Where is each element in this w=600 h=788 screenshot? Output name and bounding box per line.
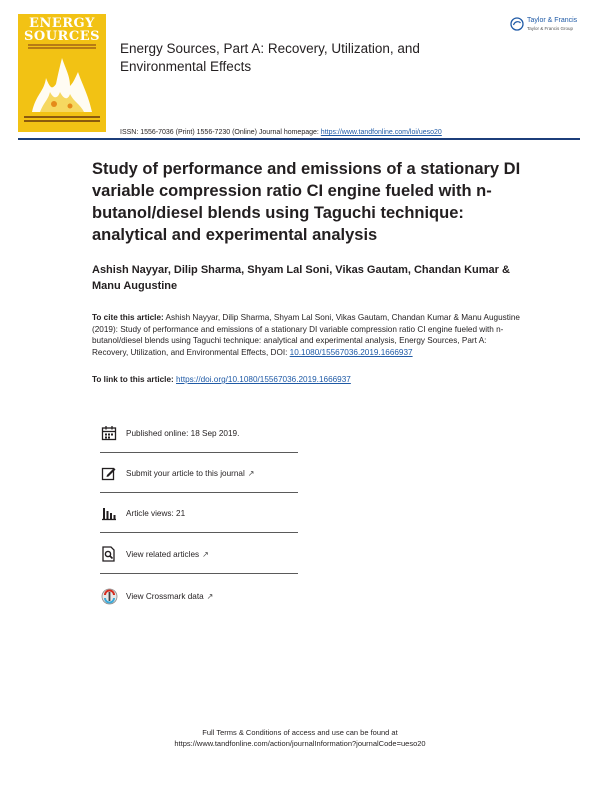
cover-title-line1: ENERGY (29, 16, 95, 31)
journal-name: Energy Sources, Part A: Recovery, Utilization, and Environmental Effects (120, 41, 420, 74)
published-row (100, 424, 298, 453)
external-link-icon: ↗ (202, 549, 209, 559)
article-views-row (100, 504, 298, 533)
citation-doi-link[interactable]: 10.1080/15567036.2019.1666937 (289, 347, 413, 357)
article-link-line (92, 375, 351, 384)
crossmark-icon (100, 587, 118, 605)
edit-icon (100, 464, 118, 482)
terms-footer-line1: Full Terms & Conditions of access and use can be found at (202, 728, 398, 737)
article-authors: Ashish Nayyar, Dilip Sharma, Shyam Lal Soni, Vikas Gautam, Chandan Kumar & Manu Augustine (92, 264, 510, 292)
citation-text: Ashish Nayyar, Dilip Sharma, Shyam Lal Soni, Vikas Gautam, Chandan Kumar & Manu Augustine (2019): Study of performance and emissions of a stationary DI variable compression ratio CI engine fueled with n-butanol/diesel blends using Taguchi technique: analytical and experimental analysis, Energy Sources, Part A: Recovery, Utilization, and Environmental Effects, DOI: (92, 313, 520, 357)
calendar-icon (100, 424, 118, 442)
publisher-tagline: Taylor & Francis Group (527, 26, 574, 31)
cover-title-line2: SOURCES (24, 29, 100, 44)
publisher-logo[interactable] (510, 17, 577, 33)
publisher-name: Taylor & Francis (527, 17, 578, 24)
journal-cover (18, 14, 106, 132)
publisher-logo-icon (510, 17, 524, 31)
cover-flame-art (26, 54, 98, 116)
article-title: Study of performance and emissions of a stationary DI variable compression ratio CI engine fueled with n-butanol/diesel blends using Taguchi technique: analytical and experimental analysis (92, 160, 521, 244)
cover-subtitle-lines (28, 44, 96, 50)
related-articles-row[interactable] (100, 545, 298, 574)
issn-text: ISSN: 1556-7036 (Print) 1556-7230 (Online) Journal homepage: (120, 129, 321, 136)
header-divider (18, 138, 580, 140)
related-articles-link[interactable]: View related articles (126, 549, 200, 559)
search-document-icon (100, 545, 118, 563)
terms-footer (0, 727, 600, 749)
issn-line (120, 129, 442, 136)
citation-label: To cite this article: (92, 313, 164, 322)
article-views-count: Article views: 21 (126, 508, 186, 518)
external-link-icon: ↗ (247, 468, 255, 478)
submit-article-link[interactable]: Submit your article to this journal (126, 468, 245, 478)
article-link-label: To link to this article: (92, 375, 177, 384)
terms-footer-link[interactable]: https://www.tandfonline.com/action/journalInformation?journalCode=ueso20 (174, 739, 426, 748)
crossmark-row[interactable] (100, 587, 298, 615)
published-date: Published online: 18 Sep 2019. (126, 428, 240, 438)
bar-chart-icon (100, 504, 118, 522)
external-link-icon: ↗ (206, 591, 214, 601)
cover-footer-lines (24, 116, 100, 126)
journal-homepage-link[interactable]: https://www.tandfonline.com/loi/ueso20 (320, 129, 442, 136)
article-doi-url[interactable]: https://doi.org/10.1080/15567036.2019.1666937 (176, 375, 351, 384)
crossmark-link[interactable]: View Crossmark data (126, 591, 204, 601)
submit-article-row[interactable] (100, 464, 298, 493)
citation-block (92, 312, 522, 358)
